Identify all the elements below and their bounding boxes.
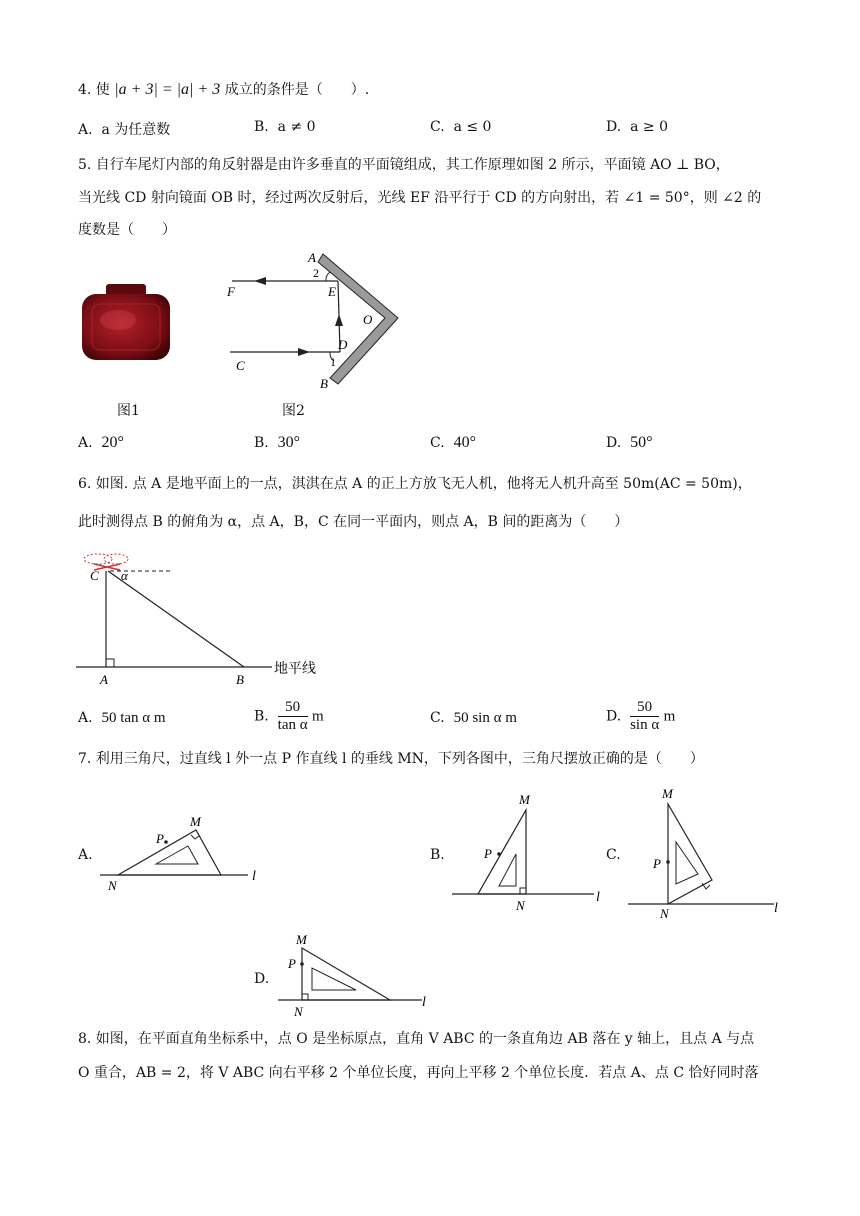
q5-stem-line2: 当光线 CD 射向镜面 OB 时，经过两次反射后，光线 EF 沿平行于 CD 的方向射出，若 ∠1 = 50°，则 ∠2 的 xyxy=(78,190,762,206)
q5-label-2: 2 xyxy=(313,266,319,280)
q6-option-b-fraction: $\frac{50}{\text{tan α}}$ xyxy=(277,699,308,733)
q4-stem xyxy=(78,81,369,99)
q6-label-alpha: α xyxy=(121,568,128,583)
q4-option-d: D. a ≥ 0 xyxy=(606,119,668,135)
q6-label-a: A xyxy=(100,672,108,687)
q5-option-c: C. 40° xyxy=(430,434,476,451)
svg-text:N: N xyxy=(516,898,525,913)
q6-stem-line1: 6. 如图. 点 A 是地平面上的一点，淇淇在点 A 的正上方放飞无人机，他将无人机升高至 50m(AC = 50m)， xyxy=(78,476,752,492)
q4-expression: |a + 3| = |a| + 3 xyxy=(114,81,221,98)
svg-text:l: l xyxy=(252,869,256,884)
svg-text:M: M xyxy=(519,792,530,807)
q7-stem-line1: 7. 利用三角尺，过直线 l 外一点 P 作直线 l 的垂线 MN，下列各图中，三角尺摆放正确的是（ ） xyxy=(78,751,704,767)
svg-text:M: M xyxy=(296,932,307,947)
q6-option-a: A. 50 tan α m xyxy=(78,710,166,726)
q5-stem-line1: 5. 自行车尾灯内部的角反射器是由许多垂直的平面镜组成，其工作原理如图 2 所示，平面镜 AO ⊥ BO， xyxy=(78,157,730,173)
svg-text:P: P xyxy=(288,956,296,971)
q5-figure-2-caption: 图2 xyxy=(282,403,305,419)
svg-text:P: P xyxy=(653,856,661,871)
svg-text:N: N xyxy=(108,878,117,893)
q4-option-b: B. a ≠ 0 xyxy=(254,119,316,135)
q5-label-c: C xyxy=(236,358,245,373)
q5-option-d: D. 50° xyxy=(606,434,653,451)
q5-stem-line3: 度数是（ ） xyxy=(78,222,176,238)
q5-label-b: B xyxy=(320,376,328,391)
q5-label-1: 1 xyxy=(330,355,336,369)
q4-stem-suffix: 成立的条件是（ ）. xyxy=(224,82,370,98)
svg-text:P: P xyxy=(484,846,492,861)
svg-text:M: M xyxy=(662,786,673,801)
svg-text:M: M xyxy=(190,814,201,829)
svg-text:l: l xyxy=(596,890,600,905)
q5-label-o: O xyxy=(363,312,373,327)
q5-figure-1-caption: 图1 xyxy=(117,403,140,419)
q7-option-b-figure xyxy=(446,788,616,914)
q5-option-b: B. 30° xyxy=(254,434,301,451)
q5-label-e: E xyxy=(328,284,336,299)
q7-option-a-figure xyxy=(100,812,270,894)
q7-option-a-label: A. xyxy=(78,847,93,863)
svg-text:P: P xyxy=(156,831,164,846)
q8-stem-line1: 8. 如图，在平面直角坐标系中，点 O 是坐标原点，直角 V ABC 的一条直角边 AB 落在 y 轴上，且点 A 与点 xyxy=(78,1031,755,1047)
q6-option-b: B. $\frac{50}{\text{tan α}}$ m xyxy=(254,699,324,733)
q5-option-a: A. 20° xyxy=(78,434,124,451)
q6-label-c: C xyxy=(90,568,99,583)
q7-option-c-label: C. xyxy=(606,847,621,863)
q7-option-c-figure xyxy=(624,784,794,920)
q4-stem-prefix: 4. 使 xyxy=(78,82,110,98)
q4-option-c: C. a ≤ 0 xyxy=(430,119,492,135)
q6-option-d: D. $\frac{50}{\text{sin α}}$ m xyxy=(606,699,676,733)
q5-label-d: D xyxy=(338,337,348,352)
q4-option-a: A. a 为任意数 xyxy=(78,122,171,138)
q7-option-b-label: B. xyxy=(430,847,445,863)
q5-label-f: F xyxy=(227,284,235,299)
q7-option-d-label: D. xyxy=(254,971,270,987)
svg-text:l: l xyxy=(774,901,778,916)
svg-text:l: l xyxy=(422,995,426,1010)
q6-option-d-fraction: $\frac{50}{\text{sin α}}$ xyxy=(630,699,660,733)
q8-stem-line2: O 重合，AB = 2，将 V ABC 向右平移 2 个单位长度，再向上平移 2 个单位长度．若点 A、点 C 恰好同时落 xyxy=(78,1065,759,1081)
svg-text:N: N xyxy=(294,1004,303,1018)
q6-label-b: B xyxy=(236,672,244,687)
svg-text:N: N xyxy=(660,906,669,920)
q6-figure xyxy=(76,546,366,688)
q6-label-ground: 地平线 xyxy=(274,661,316,677)
q6-stem-line2: 此时测得点 B 的俯角为 α，点 A，B，C 在同一平面内，则点 A，B 间的距离为（ ） xyxy=(78,514,629,530)
q5-figure-2-diagram xyxy=(222,248,412,394)
q5-figure-1-photo xyxy=(78,280,174,366)
q7-option-d-figure xyxy=(272,930,442,1018)
q5-label-a: A xyxy=(308,250,316,265)
q6-option-c: C. 50 sin α m xyxy=(430,710,517,726)
